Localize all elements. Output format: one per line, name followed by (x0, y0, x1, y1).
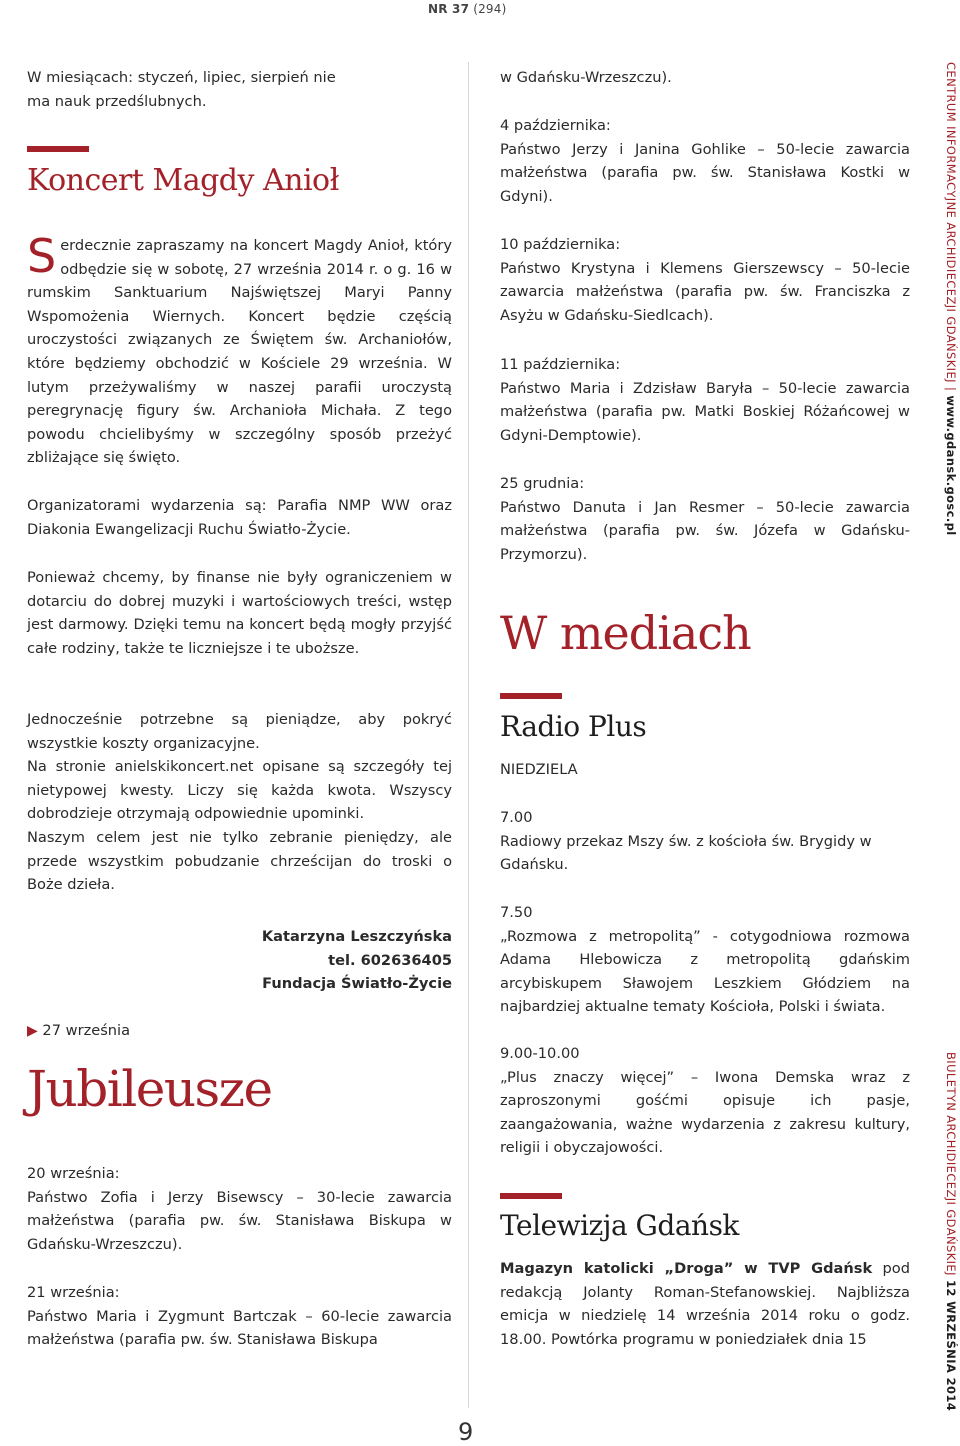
sidebar-bottom-text: BIULETYN ARCHIDIECEZJI GDAŃSKIEJ (944, 1052, 958, 1276)
radio-item-text: Radiowy przekaz Mszy św. z kościoła św. Brygidy w Gdańsku. (500, 832, 872, 874)
continuation-text: w Gdańsku-Wrzeszczu). (500, 69, 672, 86)
triangle-right-icon: ▶ (27, 1023, 38, 1039)
sidebar-top-text: CENTRUM INFORMACYJNE ARCHIDIECEZJI GDAŃSKIEJ (944, 62, 958, 383)
tv-bold-lead: Magazyn katolicki „Droga” w TVP Gdańsk (500, 1260, 873, 1277)
concert-title: Koncert Magdy Anioł (27, 163, 339, 198)
jubilee-entry-text: Państwo Maria i Zygmunt Bartczak – 60-lecie zawarcia małżeństwa (parafia pw. św. Stanisława Biskupa (27, 1307, 452, 1349)
tv-title: Telewizja Gdańsk (500, 1209, 739, 1242)
sidebar-bottom-label (930, 1052, 958, 1411)
page-number: 9 (458, 1418, 474, 1446)
radio-item-3 (500, 1042, 910, 1160)
jubilee-date-marker (27, 1019, 452, 1044)
radio-item-time: 9.00-10.00 (500, 1045, 580, 1062)
concert-p4c-text: Naszym celem jest nie tylko zebranie pieniędzy, ale przede wszystkim pobudzanie chrześcijan do troski o Boże dzieła. (27, 828, 452, 894)
anniversary-date: 11 października: (500, 356, 621, 373)
anniversary-text: Państwo Maria i Zdzisław Baryła – 50-lecie zawarcia małżeństwa (parafia pw. Matki Boskiej Różańcowej w Gdyni-Demptowie). (500, 379, 910, 444)
sidebar-top-label: CENTRUM INFORMACYJNE ARCHIDIECEZJI GDAŃSKIEJ | www.gdansk.gosc.pl (944, 62, 958, 536)
radio-day (500, 758, 910, 782)
concert-p1 (27, 229, 452, 470)
radio-item-text: „Rozmowa z metropolitą” - cotygodniowa rozmowa Adama Hlebowicza z metropolitą gdańskim arcybiskupem Sławojem Leszkiem Głódziem na najbardziej aktualne tematy Kościoła, Polski i świata. (500, 927, 910, 1016)
anniversary-date: 25 grudnia: (500, 475, 585, 492)
jubilee-entry-1 (27, 1162, 452, 1256)
anniversary-text: Państwo Krystyna i Klemens Gierszewscy – 50-lecie zawarcia małżeństwa (parafia pw. św. Franciszka z Asyżu w Gdańsku-Siedlcach). (500, 259, 910, 324)
jubilee-entry-date: 21 września: (27, 1284, 120, 1301)
anniversary-date: 10 października: (500, 236, 621, 253)
radio-item-time: 7.50 (500, 904, 533, 921)
sidebar-bottom-date: 12 WRZEŚNIA 2014 (944, 1279, 958, 1412)
concert-p4a-text: Jednocześnie potrzebne są pieniądze, aby pokryć wszystkie koszty organizacyjne. (27, 711, 452, 752)
column-divider (468, 62, 469, 1408)
jubilee-marker-text: 27 września (42, 1022, 131, 1039)
signature-name: Katarzyna Leszczyńska (261, 928, 452, 945)
issue-nr: NR 37 (428, 2, 470, 16)
signature (27, 925, 452, 996)
issue-total: (294) (473, 2, 507, 16)
jubilee-entry-text: Państwo Zofia i Jerzy Bisewscy – 30-lecie zawarcia małżeństwa (parafia pw. św. Stanisława Biskupa w Gdańsku-Wrzeszczu). (27, 1188, 452, 1253)
concert-p2-text: Organizatorami wydarzenia są: Parafia NMP WW oraz Diakonia Ewangelizacji Ruchu Światło-Życie. (27, 497, 452, 538)
concert-p2 (27, 494, 452, 541)
concert-p3-text: Ponieważ chcemy, by finanse nie były ograniczeniem w dotarciu do dobrej muzyki i wartościowych treści, wstęp jest darmowy. Dzięki temu na koncert będą mogły przyjść całe rodziny, także te liczniejsze i te uboższe. (27, 569, 452, 657)
jubilee-entry-2 (27, 1281, 452, 1352)
concert-p1-text: erdecznie zapraszamy na koncert Magdy Anioł, który odbędzie się w sobotę, 27 września 2014 r. o g. 16 w rumskim Sanktuarium Najświętszej Maryi Panny Wspomożenia Wiernych. Koncert będzie częścią uroczystości związanych ze Świętem św. Archaniołów, które będziemy obchodzić w Kościele 29 września. W lutym przeżywaliśmy w naszej parafii uroczystą peregrynację figury św. Archanioła Michała. Z tego powodu chcielibyśmy w szczególny sposób przeżyć zbliżające się święto. (27, 237, 452, 467)
intro-note (27, 66, 452, 113)
accent-bar-tv (500, 1193, 562, 1199)
concert-p4 (27, 708, 452, 897)
anniversary-entry-3 (500, 353, 910, 447)
jubilee-entry-date: 20 września: (27, 1165, 120, 1182)
radio-item-2 (500, 901, 910, 1019)
accent-bar-radio (500, 693, 562, 699)
accent-bar-concert (27, 146, 89, 152)
jubilee-title: Jubileusze (27, 1060, 272, 1118)
radio-item-time: 7.00 (500, 809, 533, 826)
radio-item-text: „Plus znaczy więcej” – Iwona Demska wraz z zaproszonymi gośćmi opisuje ich pasje, zaangażowania, ważne wydarzenia z zakresu kultury, religii i obyczajowości. (500, 1068, 910, 1157)
anniversary-entry-2 (500, 233, 910, 327)
sidebar-top-url: www.gdansk.gosc.pl (944, 395, 958, 536)
radio-item-1 (500, 806, 910, 877)
signature-org: Fundacja Światło-Życie (262, 975, 452, 993)
anniversary-entry-1 (500, 114, 910, 208)
continuation (500, 66, 910, 90)
radio-title: Radio Plus (500, 710, 647, 743)
tv-paragraph (500, 1257, 910, 1351)
concert-p3 (27, 566, 452, 660)
anniversary-text: Państwo Danuta i Jan Resmer – 50-lecie zawarcia małżeństwa (parafia pw. św. Józefa w Gdańsku-Przymorzu). (500, 498, 910, 563)
anniversary-entry-4 (500, 472, 910, 566)
tv-text: pod redakcją Jolanty Roman-Stefanowskiej. Najbliższa emicja w niedzielę 14 września 2014 roku o godz. 18.00. Powtórka programu w poniedziałek dnia 15 (500, 1260, 910, 1348)
anniversary-date: 4 października: (500, 117, 611, 134)
signature-phone: tel. 602636405 (328, 951, 452, 969)
issue-number (428, 2, 506, 16)
anniversary-text: Państwo Jerzy i Janina Gohlike – 50-lecie zawarcia małżeństwa (parafia pw. św. Stanisława Kostki w Gdyni). (500, 140, 910, 205)
radio-day-text: NIEDZIELA (500, 761, 578, 778)
media-title: W mediach (500, 606, 751, 660)
concert-p4b-text: Na stronie anielskikoncert.net opisane są szczegóły tej nietypowej kwesty. Liczy się każda kwota. Wszyscy dobrodzieje otrzymają odpowiednie upominki. (27, 758, 452, 823)
dropcap-letter: S (27, 229, 57, 283)
intro-text: W miesiącach: styczeń, lipiec, sierpień nie ma nauk przedślubnych. (27, 69, 336, 110)
